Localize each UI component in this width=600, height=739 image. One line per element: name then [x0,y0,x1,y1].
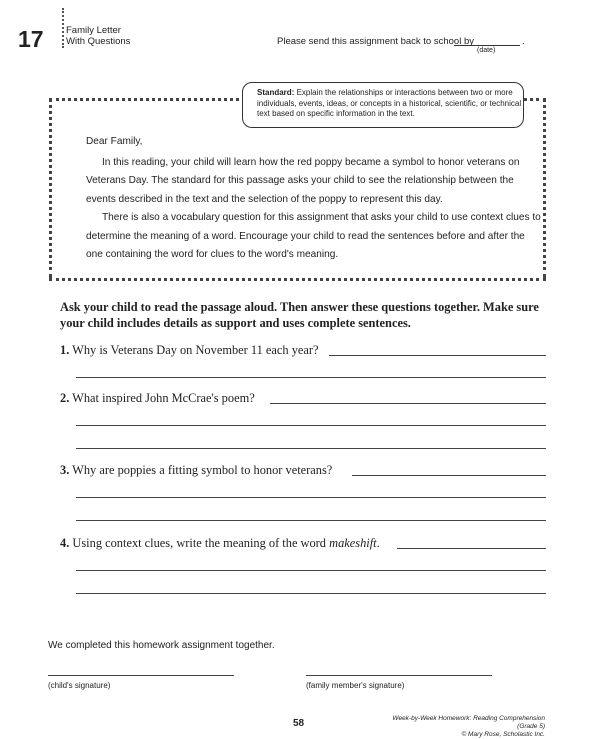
standard-callout [242,82,524,128]
header-divider [62,8,64,48]
lesson-label [66,25,130,47]
question-4-end: . [376,536,380,550]
answer-line[interactable] [76,570,546,571]
completed-statement: We completed this homework assignment together. [48,640,275,651]
question-3-text: Why are poppies a fitting symbol to honor veterans? [72,463,333,477]
instructions: Ask your child to read the passage aloud. Then answer these questions together. Make sure your child includes details as support and uses complete sentences. [60,300,539,330]
date-label: (date) [477,47,496,54]
child-signature-line[interactable] [48,675,234,676]
letter-paragraph-1: In this reading, your child will learn how the red poppy became a symbol to honor veterans on Veterans Day. The standard for this passage asks your child to see the relationship between the events described in the text and the selection of the poppy to represent this day. [86,156,520,205]
answer-line[interactable] [76,497,546,498]
standard-text: Explain the relationships or interactions between two or more individuals, events, ideas, or concepts in a historical, scientific, or technical text based on specific information in the text. [257,88,522,118]
letter-greeting: Dear Family, [86,136,143,147]
answer-line[interactable] [76,593,546,594]
answer-line[interactable] [76,520,546,521]
answer-line[interactable] [76,425,546,426]
credit-copyright: © Mary Rose, Scholastic Inc. [461,731,545,738]
standard-label: Standard: [257,88,295,97]
letter-box-right-edge [543,98,546,278]
family-signature-label: (family member's signature) [306,681,405,690]
question-3 [60,463,332,478]
question-4-number: 4. [60,536,70,550]
family-signature-line[interactable] [306,675,492,676]
child-signature-label: (child's signature) [48,681,111,690]
question-3-number: 3. [60,463,70,477]
answer-line[interactable] [76,448,546,449]
lesson-label-line1: Family Letter [66,25,121,36]
vocabulary-word: makeshift [329,536,377,550]
answer-line[interactable] [76,377,546,378]
question-4 [60,536,380,551]
answer-line[interactable] [270,403,546,404]
letter-paragraph-2: There is also a vocabulary question for this assignment that asks your child to use context clues to determine the meaning of a word. Encourage your child to read the sentences before and after the one containing the word for clues to the word's meaning. [86,212,541,260]
send-back-text: Please send this assignment back to school by [277,36,474,47]
question-1 [60,343,319,358]
question-4-text: Using context clues, write the meaning of the word [72,536,327,550]
answer-line[interactable] [397,548,546,549]
credit [380,715,545,739]
date-blank[interactable] [454,45,520,46]
lesson-label-line2: With Questions [66,36,131,47]
question-2 [60,391,255,406]
question-1-text: Why is Veterans Day on November 11 each year? [72,343,319,357]
lesson-number: 17 [18,26,44,52]
letter-box-left-edge [49,98,52,278]
family-letter [86,133,541,265]
send-back-period: . [522,36,525,47]
credit-title: Week-by-Week Homework: Reading Comprehension (Grade 5) [392,715,545,730]
question-2-number: 2. [60,391,70,405]
answer-line[interactable] [329,355,546,356]
question-1-number: 1. [60,343,70,357]
question-2-text: What inspired John McCrae's poem? [72,391,255,405]
page-number: 58 [293,718,305,729]
answer-line[interactable] [352,475,546,476]
